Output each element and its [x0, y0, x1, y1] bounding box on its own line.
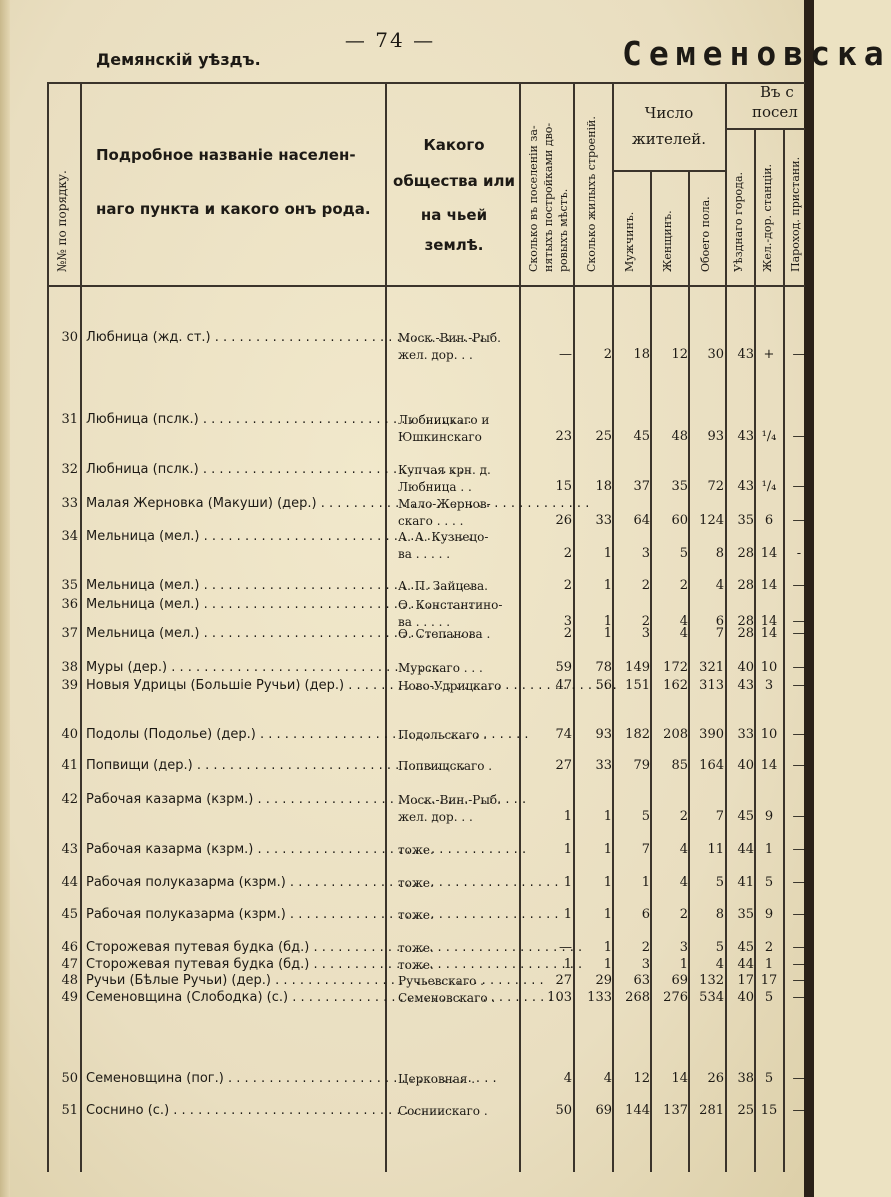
value-cell: 2 [641, 614, 650, 629]
row-number: 44 [61, 875, 78, 890]
both-sexes-column-header: Обоего пола. [699, 196, 712, 272]
place-name: Попвищи (дер.) . . . [86, 758, 386, 773]
page-number: — 74 — [344, 28, 436, 52]
region-title: Семеновска [622, 34, 891, 73]
value-cell: 28 [737, 578, 754, 593]
society-line2: ва . . . . . [398, 547, 451, 561]
value-cell: 7 [715, 626, 724, 641]
value-cell: 9 [764, 907, 774, 922]
value-cell: 69 [671, 973, 688, 988]
value-cell: 172 [663, 660, 688, 675]
value-cell: 26 [555, 513, 572, 528]
value-cell: 9 [764, 809, 774, 824]
society-line1: Мало-Жернов- [398, 497, 491, 511]
value-cell: 4 [715, 957, 724, 972]
society-line1: тоже. [398, 941, 434, 955]
value-cell: — [559, 940, 572, 955]
value-cell: — [792, 614, 806, 629]
place-name: Соснино (с.) . . . [86, 1103, 386, 1118]
row-number: 31 [61, 412, 78, 427]
value-cell: 1 [603, 546, 612, 561]
value-cell: 1 [641, 875, 650, 890]
value-cell: 4 [563, 1071, 572, 1086]
column-rule [754, 128, 756, 1172]
value-cell: 390 [699, 727, 724, 742]
row-number: 33 [61, 496, 78, 511]
value-cell: 534 [699, 990, 724, 1005]
value-cell: 2 [603, 347, 612, 362]
value-cell: 63 [633, 973, 650, 988]
value-cell: 8 [715, 546, 724, 561]
buildings-column-header: Сколько жилыхъ строеній. [585, 116, 598, 272]
place-name: Муры (дер.) . . . [86, 660, 386, 675]
row-number: 46 [61, 940, 78, 955]
households-column-header: Сколько въ поселеніи за-нятыхъ постройками дво-ровыхъ мѣстъ. [527, 122, 570, 272]
value-cell: 35 [737, 513, 754, 528]
name-column-header-line1: Подробное названіе населен- [96, 146, 356, 164]
value-cell: 40 [737, 990, 754, 1005]
value-cell: 93 [707, 429, 724, 444]
row-number: 50 [61, 1071, 78, 1086]
value-cell: 25 [595, 429, 612, 444]
society-line1: Моск.-Вин.-Рыб. [398, 331, 501, 345]
row-number: 37 [61, 626, 78, 641]
value-cell: 1 [563, 875, 572, 890]
value-cell: 27 [555, 973, 572, 988]
value-cell: 47 [555, 678, 572, 693]
value-cell: 5 [764, 990, 774, 1005]
society-line1: Ново-Удрицкаго [398, 679, 502, 693]
value-cell: — [559, 347, 572, 362]
value-cell: 268 [625, 990, 650, 1005]
value-cell: 60 [671, 513, 688, 528]
value-cell: 1 [603, 578, 612, 593]
society-line1: Мурскаго . . . [398, 661, 483, 675]
value-cell: 1 [603, 614, 612, 629]
district-title: Демянскій уѣздъ. [96, 50, 261, 69]
row-number: 39 [61, 678, 78, 693]
place-name: Любница (жд. ст.) . . . [86, 330, 386, 345]
value-cell: 276 [663, 990, 688, 1005]
value-cell: — [792, 957, 806, 972]
value-cell: 12 [671, 347, 688, 362]
value-cell: — [792, 347, 806, 362]
value-cell: 72 [707, 479, 724, 494]
value-cell: - [796, 546, 802, 561]
society-line1: А. П. Зайцева. [398, 579, 488, 593]
value-cell: 3 [641, 546, 650, 561]
town-column-header: Уѣзднаго города. [732, 171, 745, 272]
value-cell: — [792, 513, 806, 528]
value-cell: 44 [737, 957, 754, 972]
society-line1: Моск.-Вин.-Рыб. [398, 793, 501, 807]
value-cell: 14 [760, 626, 778, 641]
place-name: Малая Жерновка (Макуши) (дер.) . . . [86, 496, 386, 511]
value-cell: 5 [764, 875, 774, 890]
society-line1: Ѳ. Константино- [398, 598, 503, 612]
value-cell: 1 [679, 957, 688, 972]
value-cell: 144 [625, 1103, 650, 1118]
value-cell: 79 [633, 758, 650, 773]
value-cell: — [792, 907, 806, 922]
value-cell: 164 [699, 758, 724, 773]
value-cell: 17 [737, 973, 754, 988]
value-cell: 5 [715, 875, 724, 890]
row-number: 45 [61, 907, 78, 922]
pier-column-header: Пароход. пристани. [789, 156, 802, 272]
value-cell: 43 [737, 347, 754, 362]
name-column-header-line2: наго пункта и какого онъ рода. [96, 200, 371, 218]
value-cell: 137 [663, 1103, 688, 1118]
value-cell: 151 [625, 678, 650, 693]
row-number: 38 [61, 660, 78, 675]
value-cell: 41 [737, 875, 754, 890]
value-cell: 30 [707, 347, 724, 362]
society-line1: Ручьевскаго . [398, 974, 484, 988]
row-number: 43 [61, 842, 78, 857]
value-cell: ¹/₄ [761, 479, 777, 494]
value-cell: 5 [679, 546, 688, 561]
value-cell: 2 [563, 546, 572, 561]
value-cell: 45 [737, 940, 754, 955]
value-cell: — [792, 660, 806, 675]
value-cell: 1 [563, 957, 572, 972]
value-cell: 50 [555, 1103, 572, 1118]
society-line1: тоже. [398, 908, 434, 922]
value-cell: 85 [671, 758, 688, 773]
value-cell: 3 [641, 626, 650, 641]
value-cell: 4 [679, 614, 688, 629]
value-cell: 2 [641, 940, 650, 955]
value-cell: 43 [737, 678, 754, 693]
value-cell: 2 [679, 907, 688, 922]
value-cell: 29 [595, 973, 612, 988]
value-cell: 5 [641, 809, 650, 824]
value-cell: 43 [737, 429, 754, 444]
value-cell: 132 [699, 973, 724, 988]
society-line2: Любница . . [398, 480, 472, 494]
value-cell: 1 [764, 842, 774, 857]
society-line1: Попвищскаго . [398, 759, 493, 773]
society-line2: жел. дор. . . [398, 810, 473, 824]
value-cell: + [763, 347, 775, 362]
society-line1: Семеновскаго . [398, 991, 496, 1005]
value-cell: 14 [760, 614, 778, 629]
value-cell: 17 [760, 973, 778, 988]
residents-header-line2: жителей. [631, 130, 707, 148]
society-line1: тоже. [398, 876, 434, 890]
value-cell: — [792, 990, 806, 1005]
value-cell: 35 [737, 907, 754, 922]
value-cell: 7 [641, 842, 650, 857]
society-line1: тоже. [398, 843, 434, 857]
distance-header-line1: Въ с [760, 83, 794, 101]
value-cell: 59 [555, 660, 572, 675]
value-cell: 15 [760, 1103, 778, 1118]
value-cell: 5 [715, 940, 724, 955]
value-cell: 1 [603, 907, 612, 922]
column-rule [80, 82, 82, 1172]
value-cell: 45 [633, 429, 650, 444]
value-cell: 3 [641, 957, 650, 972]
value-cell: 35 [671, 479, 688, 494]
value-cell: — [792, 578, 806, 593]
value-cell: 27 [555, 758, 572, 773]
society-column-header-line2: общества или [393, 172, 515, 190]
page-spine [0, 0, 10, 1197]
society-line1: Купчая крн. д. [398, 463, 491, 477]
value-cell: 321 [699, 660, 724, 675]
value-cell: — [792, 727, 806, 742]
value-cell: 2 [764, 940, 774, 955]
place-name: Мельница (мел.) . . . [86, 597, 386, 612]
value-cell: 56 [595, 678, 612, 693]
value-cell: — [792, 842, 806, 857]
value-cell: — [792, 429, 806, 444]
place-name: Семеновщина (Слободка) (с.) . . . [86, 990, 386, 1005]
value-cell: — [792, 875, 806, 890]
residents-header-line1: Число [644, 104, 694, 122]
value-cell: 1 [563, 907, 572, 922]
value-cell: 40 [737, 660, 754, 675]
row-number: 34 [61, 529, 78, 544]
value-cell: 14 [760, 578, 778, 593]
value-cell: — [792, 1071, 806, 1086]
value-cell: 1 [563, 809, 572, 824]
value-cell: 6 [764, 513, 774, 528]
value-cell: 1 [603, 940, 612, 955]
value-cell: 4 [679, 875, 688, 890]
place-name: Любница (пслк.) . . . [86, 412, 386, 427]
row-number: 35 [61, 578, 78, 593]
row-number: 40 [61, 727, 78, 742]
value-cell: 64 [633, 513, 650, 528]
place-name: Сторожевая путевая будка (бд.) . . . [86, 940, 386, 955]
value-cell: 313 [699, 678, 724, 693]
value-cell: 11 [707, 842, 724, 857]
place-name: Рабочая казарма (кзрм.) . . . [86, 842, 386, 857]
place-name: Подолы (Подолье) (дер.) . . . [86, 727, 386, 742]
value-cell: 149 [625, 660, 650, 675]
residents-subheader-rule [612, 170, 725, 172]
distance-subheader-rule [725, 128, 805, 130]
place-name: Ручьи (Бѣлые Ручьи) (дер.) . . . [86, 973, 386, 988]
society-line1: Подольскаго . [398, 728, 487, 742]
value-cell: 208 [663, 727, 688, 742]
distance-header-line2: посел [752, 103, 798, 121]
value-cell: 23 [555, 429, 572, 444]
value-cell: 33 [737, 727, 754, 742]
value-cell: 4 [603, 1071, 612, 1086]
header-bottom-rule [47, 285, 805, 287]
value-cell: — [792, 1103, 806, 1118]
place-name: Мельница (мел.) . . . [86, 626, 386, 641]
value-cell: — [792, 758, 806, 773]
value-cell: 15 [555, 479, 572, 494]
value-cell: 1 [603, 842, 612, 857]
row-number: 47 [61, 957, 78, 972]
row-number: 42 [61, 792, 78, 807]
row-number: 36 [61, 597, 78, 612]
place-name: Сторожевая путевая будка (бд.) . . . [86, 957, 386, 972]
place-name: Рабочая полуказарма (кзрм.) . . . [86, 907, 386, 922]
value-cell: 6 [715, 614, 724, 629]
society-line2: скаго . . . . [398, 514, 464, 528]
value-cell: 2 [641, 578, 650, 593]
value-cell: 162 [663, 678, 688, 693]
society-line1: Церковная . [398, 1072, 476, 1086]
value-cell: 43 [737, 479, 754, 494]
value-cell: 3 [679, 940, 688, 955]
value-cell: 133 [587, 990, 612, 1005]
value-cell: 8 [715, 907, 724, 922]
society-line1: Сосниискаго . [398, 1104, 488, 1118]
society-line2: ва . . . . . [398, 615, 451, 629]
value-cell: 18 [633, 347, 650, 362]
order-column-header: №№ по порядку. [55, 170, 69, 272]
row-number: 32 [61, 462, 78, 477]
value-cell: 281 [699, 1103, 724, 1118]
society-line2: жел. дор. . . [398, 348, 473, 362]
place-name: Рабочая полуказарма (кзрм.) . . . [86, 875, 386, 890]
value-cell: 38 [737, 1071, 754, 1086]
value-cell: 28 [737, 626, 754, 641]
page-edge [804, 0, 814, 1197]
value-cell: 14 [760, 758, 778, 773]
value-cell: 14 [671, 1071, 688, 1086]
society-line1: А. А. Кузнецо- [398, 530, 489, 544]
value-cell: 2 [679, 809, 688, 824]
value-cell: 5 [764, 1071, 774, 1086]
value-cell: 2 [563, 578, 572, 593]
society-line1: Ѳ. Степанова . [398, 627, 491, 641]
value-cell: 1 [603, 957, 612, 972]
value-cell: 103 [547, 990, 572, 1005]
place-name: Семеновщина (пог.) . . . [86, 1071, 386, 1086]
value-cell: 6 [641, 907, 650, 922]
society-line1: тоже. [398, 958, 434, 972]
society-column-header-line1: Какого [423, 136, 485, 154]
place-name: Рабочая казарма (кзрм.) . . . [86, 792, 386, 807]
value-cell: 28 [737, 614, 754, 629]
value-cell: — [792, 479, 806, 494]
value-cell: 37 [633, 479, 650, 494]
place-name: Мельница (мел.) . . . [86, 578, 386, 593]
value-cell: 45 [737, 809, 754, 824]
value-cell: ¹/₄ [761, 429, 777, 444]
value-cell: 3 [563, 614, 572, 629]
value-cell: — [792, 626, 806, 641]
place-name: Любница (пслк.) . . . [86, 462, 386, 477]
value-cell: 18 [595, 479, 612, 494]
row-number: 41 [61, 758, 78, 773]
value-cell: 48 [671, 429, 688, 444]
row-number: 51 [61, 1103, 78, 1118]
row-number: 30 [61, 330, 78, 345]
value-cell: 1 [603, 809, 612, 824]
value-cell: 44 [737, 842, 754, 857]
value-cell: 69 [595, 1103, 612, 1118]
value-cell: 182 [625, 727, 650, 742]
value-cell: 4 [715, 578, 724, 593]
place-name: Мельница (мел.) . . . [86, 529, 386, 544]
value-cell: 33 [595, 513, 612, 528]
value-cell: 33 [595, 758, 612, 773]
row-number: 49 [61, 990, 78, 1005]
value-cell: — [792, 809, 806, 824]
value-cell: 7 [715, 809, 724, 824]
value-cell: — [792, 973, 806, 988]
value-cell: 2 [563, 626, 572, 641]
value-cell: 28 [737, 546, 754, 561]
value-cell: 3 [764, 678, 774, 693]
value-cell: 1 [764, 957, 774, 972]
value-cell: 93 [595, 727, 612, 742]
value-cell: 4 [679, 626, 688, 641]
value-cell: 124 [699, 513, 724, 528]
women-column-header: Женщинъ. [661, 210, 674, 272]
rail-station-column-header: Жел.-дор. станціи. [761, 163, 774, 272]
table-top-rule [47, 82, 805, 84]
society-column-header-line3: на чьей землѣ. [420, 206, 488, 254]
value-cell: 25 [737, 1103, 754, 1118]
value-cell: 1 [603, 626, 612, 641]
place-name: Новыя Удрицы (Большіе Ручьи) (дер.) . . . [86, 678, 386, 693]
value-cell: 12 [633, 1071, 650, 1086]
value-cell: 74 [555, 727, 572, 742]
value-cell: 1 [603, 875, 612, 890]
value-cell: 10 [760, 660, 778, 675]
society-line1: Любницкаго и [398, 413, 490, 427]
value-cell: 2 [679, 578, 688, 593]
value-cell: 4 [679, 842, 688, 857]
value-cell: 40 [737, 758, 754, 773]
society-line2: Юшкинскаго [398, 430, 482, 444]
row-number: 48 [61, 973, 78, 988]
value-cell: 26 [707, 1071, 724, 1086]
value-cell: 78 [595, 660, 612, 675]
value-cell: 1 [563, 842, 572, 857]
column-rule [783, 128, 785, 1172]
value-cell: — [792, 940, 806, 955]
value-cell: 10 [760, 727, 778, 742]
value-cell: — [792, 678, 806, 693]
value-cell: 14 [760, 546, 778, 561]
men-column-header: Мужчинъ. [623, 211, 636, 272]
